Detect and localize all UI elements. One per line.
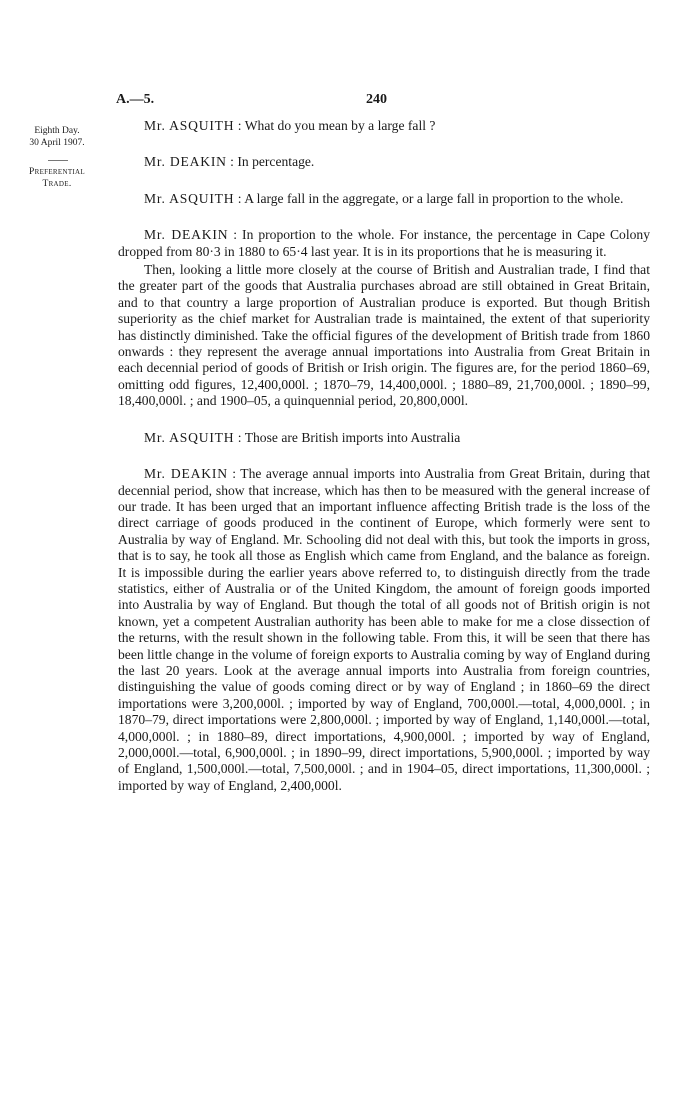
paragraph-3 bbox=[118, 191, 650, 207]
paragraph-text: What do you mean by a large fall ? bbox=[244, 118, 436, 133]
paragraph-1 bbox=[118, 118, 650, 134]
paragraph-text: Those are British imports into Australia bbox=[244, 429, 461, 445]
margin-rule bbox=[48, 160, 68, 161]
speaker: Mr. DEAKIN bbox=[144, 227, 229, 243]
margin-topic-line2: Trade. bbox=[42, 179, 72, 189]
page-reference: A.—5. bbox=[116, 92, 155, 107]
speaker-separator: : bbox=[226, 154, 238, 170]
speaker: Mr. ASQUITH bbox=[144, 429, 235, 445]
speaker: Mr. ASQUITH bbox=[144, 190, 235, 206]
speaker: Mr. DEAKIN bbox=[144, 466, 228, 482]
speaker-separator: : bbox=[234, 429, 245, 445]
page-body bbox=[118, 118, 650, 794]
paragraph-6 bbox=[118, 430, 650, 446]
margin-date-day: Eighth Day. bbox=[34, 126, 80, 136]
paragraph-4 bbox=[118, 227, 650, 260]
paragraph-text: In proportion to the whole. For instance, the percentage in Cape Colony dropped from 80·3 in 1880 to 65·4 last year. It is in its proportions that he is measuring it. bbox=[118, 227, 650, 259]
speaker-separator: : bbox=[234, 190, 245, 206]
speaker-separator: : bbox=[228, 227, 243, 243]
paragraph-text: Then, looking a little more closely at the course of British and Australian trade, I find that the greater part of the goods that Australia purchases abroad are still obtained in Great Britain, and to that country a large proportion of Australian produce is exported. But though British superiority as the chief market for Australian trade is maintained, the extent of that superiority has distinctly diminished. Take the official figures of the development of British trade from 1860 onwards : they represent the average annual importations into Australia from Great Britain in each decennial period of goods of British or Irish origin. The figures are, for the period 1860–69, omitting odd figures, 12,400,000l. ; 1870–79, 14,400,000l. ; 1880–89, 21,700,000l. ; 1890–99, 18,400,000l. ; and 1900–05, a quinquennial period, 20,800,000l. bbox=[118, 262, 650, 409]
speaker-separator: : bbox=[227, 466, 241, 482]
margin-date-date: 30 April 1907. bbox=[29, 138, 85, 148]
speaker: Mr. DEAKIN bbox=[144, 154, 227, 170]
paragraph-text: The average annual imports into Australia from Great Britain, during that decennial period, show that increase, which has then to be measured with the general increase of our trade. It has been urged that an important influence affecting British trade is the loss of the direct carriage of goods produced in the continent of Europe, which formerly were sent to Australia by way of England. Mr. Schooling did not deal with this, but took the imports in gross, that is to say, he took all those as English which came from England, and the balance as foreign. It is impossible during the earlier years above referred to, to distinguish directly from the trade statistics, either of Australia or of the United Kingdom, the amount of foreign goods imported into Australia by way of England. But though the total of all goods not of British origin is not known, yet a competent Australian authority has been able to make for me a close dissection of the returns, with the result shown in the following table. From this, it will be seen that there has been little change in the volume of foreign exports to Australia coming by way of England during the last 20 years. Look at the average annual imports into Australia from foreign countries, distinguishing the value of goods coming direct or by way of England ; in 1860–69 the direct importations were 3,200,000l. ; imported by way of England, 700,000l.—total, 4,000,000l. ; in 1870–79, direct importations were 2,800,000l. ; imported by way of England, 1,140,000l.—total, 4,000,000l. ; in 1880–89, direct importations, 4,900,000l. ; imported by way of England, 2,000,000l.—total, 6,900,000l. ; in 1890–99, direct importations, 5,900,000l. ; imported by way of England, 1,500,000l.—total, 7,500,000l. ; and in 1904–05, direct importations, 11,300,000l. ; imported by way of England, 2,400,000l. bbox=[118, 466, 650, 793]
paragraph-text: A large fall in the aggregate, or a large fall in proportion to the whole. bbox=[244, 190, 624, 206]
paragraph-2 bbox=[118, 154, 650, 170]
paragraph-text: In percentage. bbox=[237, 154, 315, 170]
margin-topic bbox=[18, 166, 96, 190]
page-number: 240 bbox=[366, 92, 387, 107]
paragraph-7 bbox=[118, 466, 650, 794]
speaker: Mr. ASQUITH bbox=[144, 118, 235, 133]
margin-date bbox=[18, 125, 96, 149]
paragraph-5 bbox=[118, 262, 650, 410]
margin-topic-line1: Preferential bbox=[29, 167, 85, 177]
speaker-separator: : bbox=[234, 118, 245, 133]
